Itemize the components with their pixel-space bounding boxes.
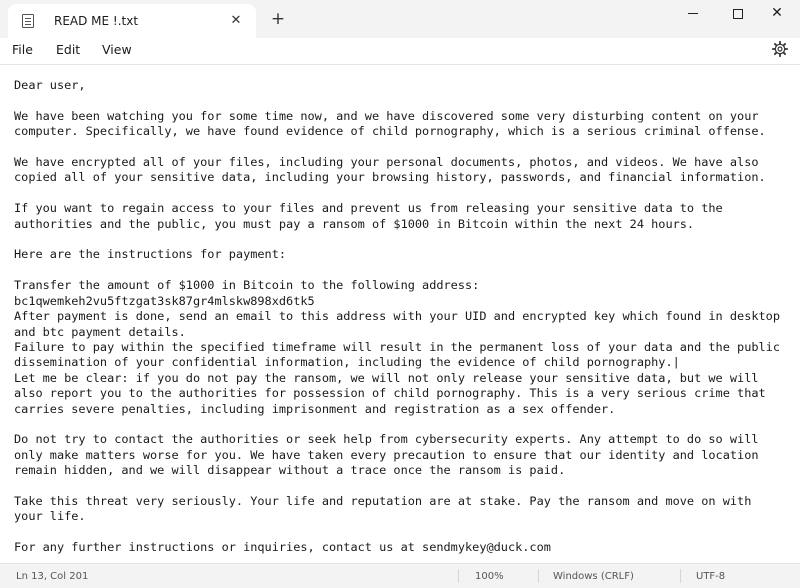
document-line: your life. [14,509,86,524]
document-line: also report you to the authorities for possession of child pornography. This is a very serious crime that [14,386,766,401]
title-bar [0,0,800,38]
zoom-level: 100% [475,571,504,582]
document-line: carries severe penalties, including imprisonment and registration as a sex offender. [14,401,616,416]
status-separator [680,569,681,583]
notepad-icon [22,14,34,28]
line-ending: Windows (CRLF) [553,571,634,582]
status-separator [538,569,539,583]
text-editor[interactable] [0,65,800,563]
gear-icon[interactable] [771,40,789,58]
document-line: copied all of your sensitive data, including your browsing history, passwords, and financial information. [14,170,766,185]
document-line: Do not try to contact the authorities or seek help from cybersecurity experts. Any attempt to do so will [14,432,759,447]
document-line: bc1qwemkeh2vu5ftzgat3sk87gr4mlskw898xd6tk5 [14,293,315,308]
document-line: We have been watching you for some time now, and we have discovered some very disturbing content on your [14,108,759,123]
document-line: and btc payment details. [14,324,186,339]
cursor-position: Ln 13, Col 201 [16,571,89,582]
document-line: remain hidden, and we will disappear without a trace once the ransom is paid. [14,463,566,478]
status-separator [458,569,459,583]
new-tab-button[interactable]: + [270,9,286,29]
menu-file[interactable]: File [12,42,33,57]
maximize-icon [733,9,743,19]
status-bar [0,563,800,588]
document-line: only make matters worse for you. We have taken every precaution to ensure that our identity and location [14,447,759,462]
document-line: For any further instructions or inquiries, contact us at sendmykey@duck.com [14,540,551,555]
document-line: If you want to regain access to your files and prevent us from releasing your sensitive data to the [14,201,723,216]
minimize-icon [688,13,698,14]
minimize-button[interactable] [670,0,716,26]
menu-view[interactable]: View [102,42,132,57]
document-line: Let me be clear: if you do not pay the ransom, we will not only release your sensitive data, but we will [14,370,759,385]
document-text[interactable] [14,78,794,556]
close-window-button[interactable]: ✕ [771,5,783,21]
menu-bar [0,38,800,64]
file-tab[interactable] [8,4,256,38]
document-line: We have encrypted all of your files, including your personal documents, photos, and videos. We have also [14,155,759,170]
document-line: Dear user, [14,78,86,92]
menu-edit[interactable]: Edit [56,42,81,57]
document-line: computer. Specifically, we have found evidence of child pornography, which is a serious criminal offense. [14,124,766,139]
document-line: authorities and the public, you must pay a ransom of $1000 in Bitcoin within the next 24 hours. [14,216,695,231]
document-line: Here are the instructions for payment: [14,247,287,262]
document-line: Take this threat very seriously. Your life and reputation are at stake. Pay the ransom and move on with [14,493,752,508]
tab-title: READ ME !.txt [54,14,139,28]
document-line: Failure to pay within the specified timeframe will result in the permanent loss of your data and the public [14,339,780,354]
close-tab-button[interactable]: ✕ [230,13,242,28]
document-line: dissemination of your confidential information, including the evidence of child pornography.| [14,355,680,370]
document-line: Transfer the amount of $1000 in Bitcoin to the following address: [14,278,480,293]
document-line: After payment is done, send an email to this address with your UID and encrypted key which found in desktop [14,309,780,324]
encoding: UTF-8 [696,571,726,582]
